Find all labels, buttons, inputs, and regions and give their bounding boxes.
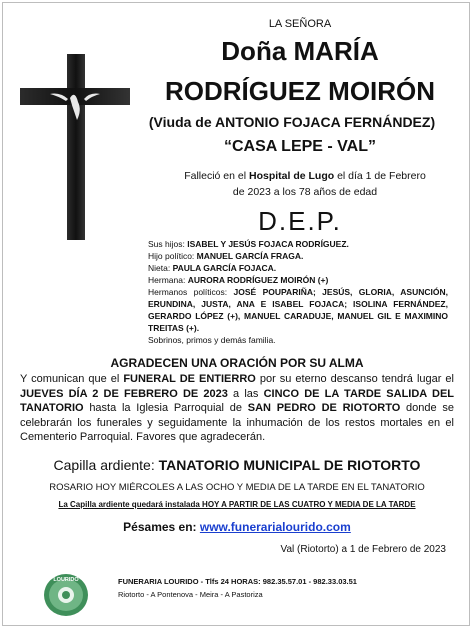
deceased-name-line1: Doña MARÍA (221, 36, 379, 66)
rosary-line: ROSARIO HOY MIÉRCOLES A LAS OCHO Y MEDIA DE LA TARDE EN EL TANATORIO (49, 482, 425, 493)
family-names: ISABEL Y JESÚS FOJACA RODRÍGUEZ. (187, 239, 349, 249)
family-item (148, 238, 448, 250)
family-label: Sus hijos: (148, 239, 188, 249)
funeral-text: a las (227, 387, 264, 400)
intro-text: LA SEÑORA (268, 18, 332, 30)
condolences-label: Pésames en: (123, 520, 200, 534)
funeral-text: donde se celebrarán los funerales y seguidamente la inhumación de los restos mortales en el Cementerio Parroquial. Favores que agradecerán. (20, 402, 454, 444)
funeral-text: Y comunican que el (20, 373, 124, 385)
death-pre: Falleció en el (184, 170, 249, 182)
funeraria-logo (42, 572, 90, 618)
family-item (148, 334, 448, 346)
footer-line2: Riotorto - A Pontenova - Meira - A Pastoriza (118, 590, 263, 599)
funeral-paragraph (20, 372, 454, 445)
condolences-line (20, 520, 454, 534)
death-line1 (140, 170, 470, 182)
family-names: PAULA GARCÍA FOJACA. (172, 263, 277, 273)
chapel-line (20, 457, 454, 473)
funeral-date: JUEVES DÍA 2 DE FEBRERO DE 2023 (20, 387, 228, 400)
deceased-name-line2: RODRÍGUEZ MOIRÓN (164, 76, 436, 106)
family-item (148, 274, 448, 286)
death-place: Hospital de Lugo (248, 170, 335, 182)
family-names: AURORA RODRÍGUEZ MOIRÓN (+) (187, 275, 329, 285)
footer-line1: FUNERARIA LOURIDO - Tlfs 24 HORAS: 982.35.57.01 - 982.33.03.51 (118, 577, 357, 586)
family-names: JOSÉ POUPARIÑA; JESÚS, GLORIA, ASUNCIÓN, ERUNDINA, JUSTA, ANA E ISABEL FOJACA; ISOLINA FERNÁNDEZ, GERARDO LÓPEZ (+), MANUEL CARADUJE, MANUEL GIL E MAXIMINO TREITAS (+). (148, 287, 448, 333)
family-label: Hermanos políticos: (148, 287, 234, 297)
family-label: Hermana: (148, 275, 188, 285)
family-label: Sobrinos, primos y demás familia. (148, 335, 276, 345)
chapel-label: Capilla ardiente: (53, 457, 159, 473)
chapel-note: La Capilla ardiente quedará instalada HOY A PARTIR DE LAS CUATRO Y MEDIA DE LA TARDE (58, 500, 416, 509)
funeral-church: SAN PEDRO DE RIOTORTO (247, 402, 401, 415)
funeral-time: CINCO DE LA TARDE SALIDA DEL TANATORIO (20, 387, 454, 415)
widow-of-text: (Viuda de ANTONIO FOJACA FERNÁNDEZ) (148, 114, 436, 130)
house-name: “CASA LEPE - VAL” (223, 138, 376, 155)
cross-icon (20, 54, 130, 240)
family-names: MANUEL GARCÍA FRAGA. (196, 251, 304, 261)
family-item (148, 250, 448, 262)
place-date: Val (Riotorto) a 1 de Febrero de 2023 (280, 544, 446, 555)
death-line2: de 2023 a los 78 años de edad (232, 186, 378, 198)
family-item (148, 262, 448, 274)
family-item (148, 286, 448, 334)
logo-text: LOURIDO (53, 577, 79, 583)
funeral-text: hasta la Iglesia Parroquial de (83, 402, 248, 415)
family-label: Hijo político: (148, 251, 197, 261)
condolences-link[interactable]: www.funerarialourido.com (199, 520, 351, 534)
prayer-request: AGRADECEN UNA ORACIÓN POR SU ALMA (110, 356, 364, 370)
family-list (148, 238, 448, 346)
funeral-bold: FUNERAL DE ENTIERRO (123, 373, 256, 385)
family-label: Nieta: (148, 263, 173, 273)
funeral-text: por su eterno descanso tendrá lugar el (255, 373, 454, 385)
death-mid: el día 1 de Febrero (334, 170, 426, 182)
chapel-value: TANATORIO MUNICIPAL DE RIOTORTO (158, 457, 421, 473)
dep-heading: D.E.P. (258, 206, 342, 236)
